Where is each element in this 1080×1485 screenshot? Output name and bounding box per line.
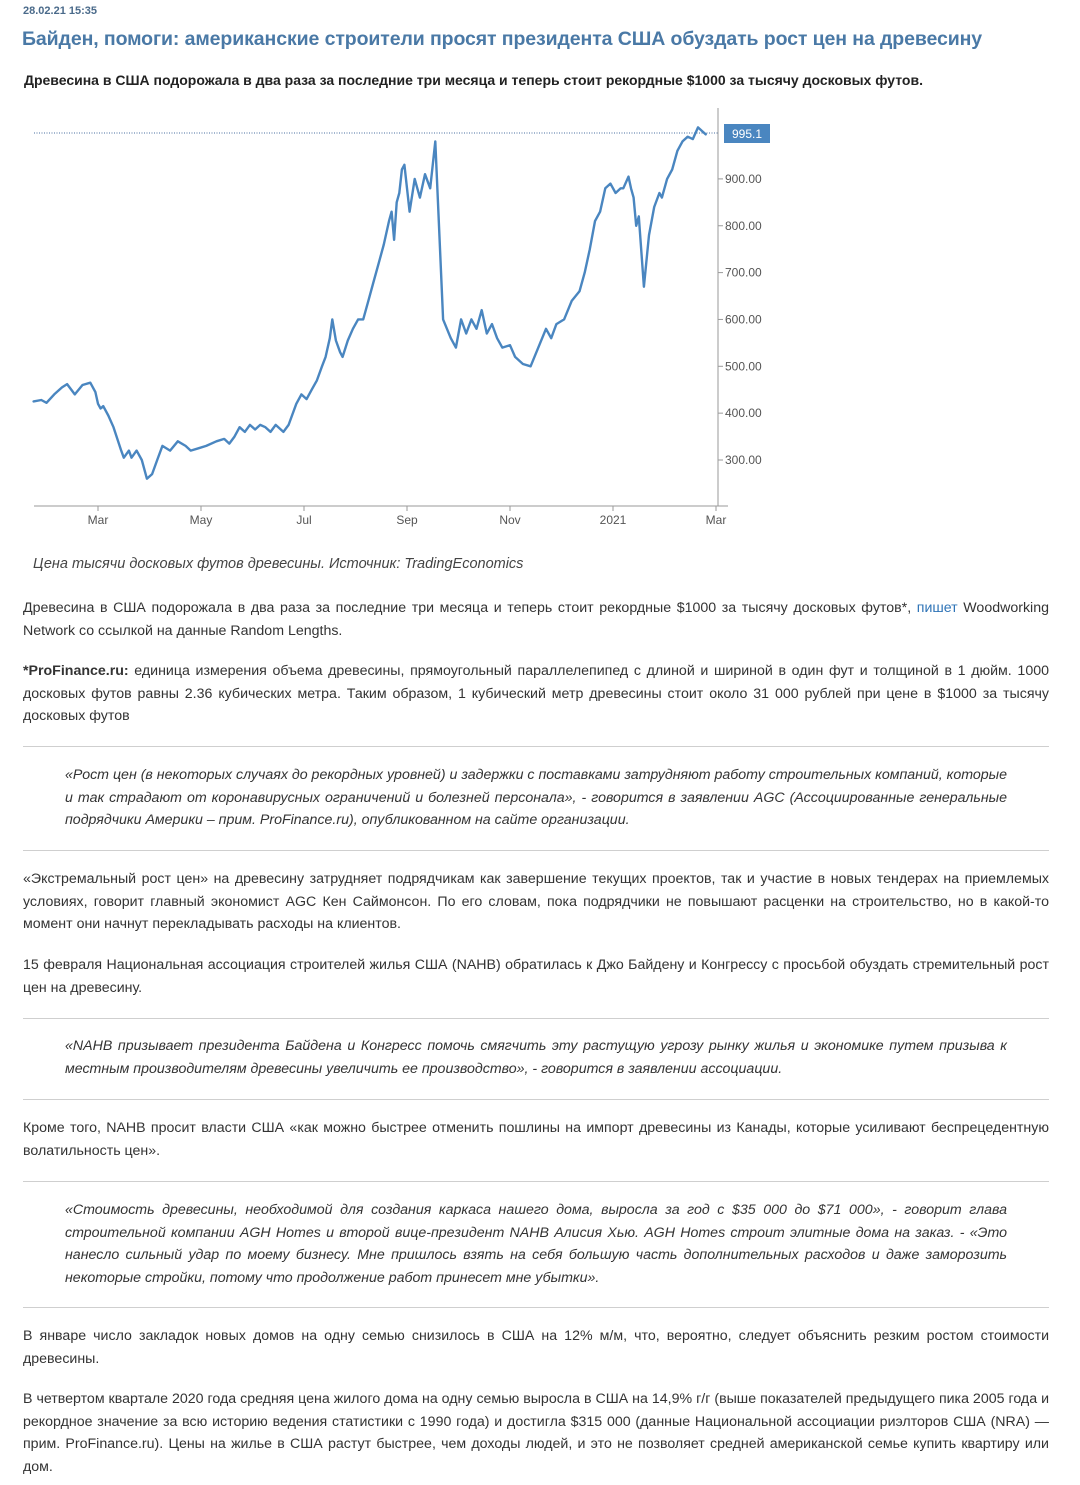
paragraph-5: В январе число закладок новых домов на одну семью снизилось в США на 12% м/м, что, вероятно, следует объяснить резким ростом стоимости древесины. [23, 1328, 1049, 1367]
y-tick-label: 800.00 [725, 218, 762, 233]
y-tick-label: 600.00 [725, 312, 762, 327]
quote-nahb: «NAHB призывает президента Байдена и Конгресс помочь смягчить эту растущую угрозу рынку жилья и экономике путем призыва к местным производителям древесины увеличить ее производство», - говорится в заявлении ассоциации. [65, 1038, 1007, 1077]
y-tick-label: 500.00 [725, 359, 762, 374]
y-tick-label: 400.00 [725, 406, 762, 421]
x-tick-label: Nov [499, 513, 521, 527]
divider [23, 1018, 1049, 1019]
article-title: Байден, помоги: американские строители просят президента США обуздать рост цен на древесину [22, 28, 983, 50]
paragraph-footnote [23, 660, 1049, 728]
last-value-label: 995.1 [731, 127, 763, 141]
paragraph-4: Кроме того, NAHB просит власти США «как можно быстрее отменить пошлины на импорт древесины из Канады, которые усиливают беспрецедентную волатильность цен». [23, 1120, 1049, 1159]
publish-date: 28.02.21 15:35 [23, 5, 98, 17]
divider [23, 1181, 1049, 1182]
chart-caption: Цена тысячи досковых футов древесины. Источник: TradingEconomics [33, 556, 524, 572]
source-link[interactable]: пишет [916, 600, 958, 616]
x-tick-label: 2021 [599, 513, 627, 527]
x-tick-label: Jul [296, 513, 312, 527]
series-line-lumber-price [34, 127, 706, 478]
footnote-label: *ProFinance.ru: [23, 663, 129, 679]
quote-agh: «Стоимость древесины, необходимой для создания каркаса нашего дома, выросла за год с $35 000 до $71 000», - говорит глава строительной компании AGH Homes и второй вице-президент NAHB Алисия Хью. AGH Homes строит элитные дома на заказ. - «Это нанесло сильный удар по моему бизнесу. Мне пришлось взять на себя большую часть дополнительных расходов и даже заморозить некоторые стройки, потому что продолжение работ принесет мне убытки». [65, 1202, 1007, 1286]
paragraph-2: «Экстремальный рост цен» на древесину затрудняет подрядчикам как завершение текущих проектов, так и участие в новых тендерах на приемлемых условиях, говорит главный экономист AGC Кен Саймонсон. По его словам, пока подрядчики не повышают расценки на строительство, но в какой-то момент они начнут перекладывать расходы на клиентов. [23, 871, 1049, 933]
paragraph-1-source: Woodworking Network со ссылкой на данные Random Lengths. [23, 600, 1049, 639]
x-tick-label: Sep [396, 513, 418, 527]
paragraph-1 [23, 597, 1049, 642]
divider [23, 1307, 1049, 1308]
x-tick-label: Mar [87, 513, 109, 527]
paragraph-6: В четвертом квартале 2020 года средняя цена жилого дома на одну семью выросла в США на 14,9% г/г (выше показателей предыдущего пика 2005 года и рекордное значение за всю историю ведения статистики с 1990 года) и достигла $315 000 (данные Национальной ассоциации риэлторов США (NRA) — прим. ProFinance.ru). Цены на жилье в США растут быстрее, чем доходы людей, и это не позволяет средней американской семье купить квартиру или дом. [23, 1391, 1049, 1475]
y-tick-label: 900.00 [725, 171, 762, 186]
quote-agc: «Рост цен (в некоторых случаях до рекордных уровней) и задержки с поставками затрудняют работу строительных компаний, которые и так страдают от коронавирусных ограничений и болезней персонала», - говорится в заявлении AGC (Ассоциированные генеральные подрядчики Америки – прим. ProFinance.ru), опубликованном на сайте организации. [65, 767, 1007, 829]
divider [23, 746, 1049, 747]
divider [23, 1099, 1049, 1100]
x-tick-label: Mar [705, 513, 727, 527]
y-tick-label: 300.00 [725, 453, 762, 467]
paragraph-3: 15 февраля Национальная ассоциация строителей жилья США (NAHB) обратилась к Джо Байдену и Конгрессу с просьбой обуздать стремительный рост цен на древесину. [23, 957, 1049, 996]
x-tick-label: May [189, 513, 213, 527]
divider [23, 850, 1049, 851]
paragraph-1-text: Древесина в США подорожала в два раза за последние три месяца и теперь стоит рекордные $1000 за тысячу досковых футов*, [23, 600, 917, 616]
lumber-price-chart [22, 108, 782, 538]
article-lead: Древесина в США подорожала в два раза за последние три месяца и теперь стоит рекордные $1000 за тысячу досковых футов. [24, 72, 923, 88]
footnote-text: единица измерения объема древесины, прямоугольный параллелепипед с длиной и шириной в один фут и толщиной в 1 дюйм. 1000 досковых футов равны 2.36 кубических метра. Таким образом, 1 кубический метр древесины стоит около 31 000 рублей при цене в $1000 за тысячу досковых футов [23, 663, 1049, 725]
y-tick-label: 700.00 [725, 265, 762, 280]
